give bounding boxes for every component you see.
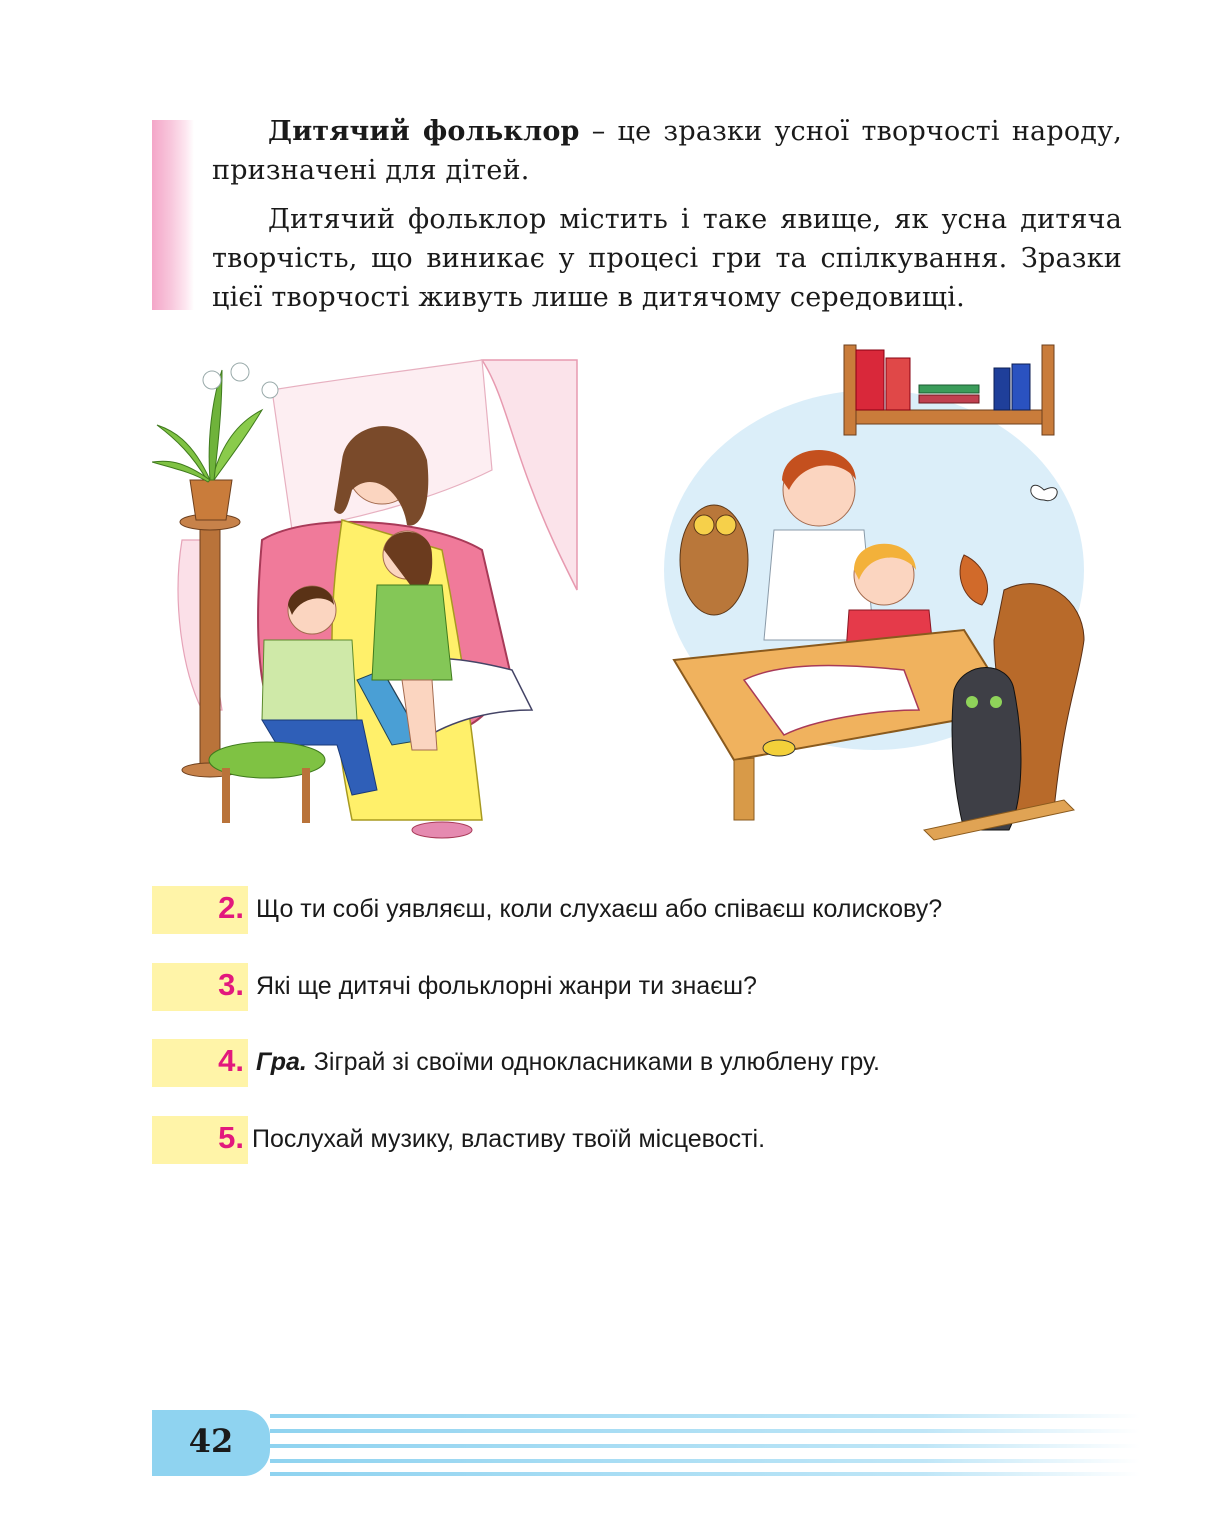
question-text-body: Що ти собі уявляєш, коли слухаєш або співаєш колискову? — [256, 895, 943, 923]
definition-text: – це зразки усної творчості народу, призначені для дітей. — [212, 116, 1122, 186]
definition-paragraph-2: Дитячий фольклор містить і таке явище, як усна дитяча творчість, що виникає у процесі гри та спілкування. Зразки цієї творчості живуть лише в дитячому середовищі. — [212, 204, 1122, 313]
question-text-body: Послухай музику, властиву твоїй місцевості. — [252, 1125, 766, 1153]
question-number-badge — [152, 1116, 248, 1164]
question-label: Гра. — [256, 1048, 307, 1076]
question-text — [256, 895, 942, 924]
question-text — [256, 1048, 880, 1077]
children-table-drawing — [664, 340, 1094, 850]
question-3 — [152, 963, 1112, 1011]
question-number: 5. — [218, 1120, 244, 1155]
question-number: 4. — [218, 1043, 244, 1078]
question-2 — [152, 886, 1112, 934]
definition-paragraph — [212, 112, 1122, 190]
question-text — [256, 972, 757, 1001]
footer-decorative-lines — [270, 1412, 1140, 1476]
question-number: 2. — [218, 890, 244, 925]
definition-accent-bar — [152, 120, 194, 310]
question-4 — [152, 1039, 1112, 1087]
question-text-body: Зіграй зі своїми однокласниками в улюблену гру. — [306, 1048, 880, 1076]
illustration-children-at-table — [664, 340, 1094, 850]
question-number-badge — [152, 886, 248, 934]
illustration-mother-reading — [152, 350, 582, 850]
question-number-badge — [152, 1039, 248, 1087]
definition-block — [212, 112, 1122, 317]
mother-reading-drawing — [152, 350, 582, 850]
page-number: 42 — [188, 1422, 234, 1460]
page-number-tab — [152, 1410, 270, 1476]
question-5 — [152, 1116, 1112, 1164]
definition-term: Дитячий фольклор — [268, 116, 580, 147]
question-text — [252, 1125, 765, 1154]
question-text-body: Які ще дитячі фольклорні жанри ти знаєш? — [256, 972, 757, 1000]
question-number: 3. — [218, 967, 244, 1002]
question-number-badge — [152, 963, 248, 1011]
